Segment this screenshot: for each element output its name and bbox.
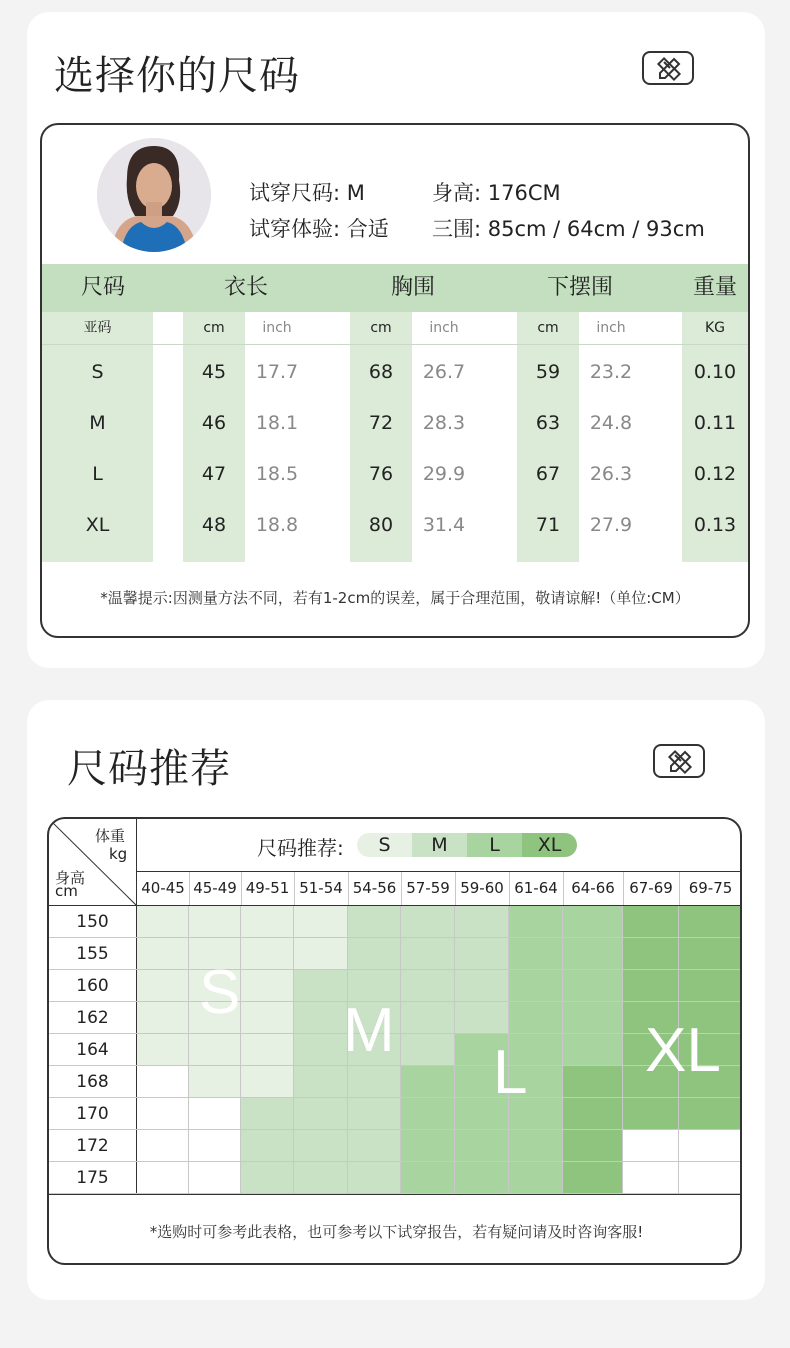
grid-cell <box>189 1066 241 1098</box>
grid-cell <box>348 1066 401 1098</box>
grid-cell <box>189 1034 241 1066</box>
weight-header: 67-69 <box>629 879 673 897</box>
size-cell-chest-in: 31.4 <box>422 514 466 536</box>
grid-cell <box>189 1130 241 1162</box>
grid-cell <box>294 1098 348 1130</box>
size-cell-len-in: 18.5 <box>255 463 299 485</box>
grid-cell <box>401 1162 455 1194</box>
grid-cell <box>241 1066 294 1098</box>
weight-header: 69-75 <box>688 879 733 897</box>
grid-cell <box>401 1098 455 1130</box>
size-cell-hem-in: 27.9 <box>589 514 633 536</box>
grid-cell <box>348 1130 401 1162</box>
legend-l: L <box>467 833 522 857</box>
grid-cell <box>241 1034 294 1066</box>
grid-cell <box>137 1002 189 1034</box>
grid-cell <box>679 1162 742 1194</box>
size-cell-hem-cm: 71 <box>535 514 561 536</box>
grid-cell <box>189 1162 241 1194</box>
size-cell-kg: 0.11 <box>693 412 737 434</box>
subheader: inch <box>262 320 292 336</box>
grid-cell <box>623 1130 679 1162</box>
height-header: 162 <box>76 1008 109 1028</box>
grid-cell <box>455 1162 509 1194</box>
grid-cell <box>679 906 742 938</box>
grid-cell <box>137 970 189 1002</box>
grid-cell <box>563 1002 623 1034</box>
subheader: inch <box>429 320 459 336</box>
grid-cell <box>241 1130 294 1162</box>
grid-cell <box>623 938 679 970</box>
grid-cell <box>348 906 401 938</box>
grid-cell <box>509 906 563 938</box>
grid-cell <box>294 1162 348 1194</box>
grid-cell <box>623 1098 679 1130</box>
grid-cell <box>137 1066 189 1098</box>
grid-cell <box>137 1034 189 1066</box>
weight-header: 59-60 <box>460 879 504 897</box>
grid-cell <box>623 906 679 938</box>
grid-cell <box>563 1066 623 1098</box>
subheader: cm <box>370 320 392 336</box>
size-cell-size: S <box>91 361 104 383</box>
size-cell-kg: 0.13 <box>693 514 737 536</box>
grid-cell <box>563 1034 623 1066</box>
size-cell-len-cm: 45 <box>201 361 227 383</box>
grid-cell <box>401 1034 455 1066</box>
grid-cell <box>348 938 401 970</box>
grid-cell <box>401 938 455 970</box>
legend-xl: XL <box>522 833 577 857</box>
grid-cell <box>455 938 509 970</box>
corner-height-label: 身高 <box>55 869 86 887</box>
size-cell-chest-in: 26.7 <box>422 361 466 383</box>
measurements-text: 三围: 85cm / 64cm / 93cm <box>432 217 705 241</box>
grid-cell <box>401 906 455 938</box>
grid-cell <box>563 938 623 970</box>
grid-cell <box>623 1162 679 1194</box>
corner-weight-unit: kg <box>109 845 128 863</box>
height-header: 164 <box>76 1040 109 1060</box>
grid-cell <box>348 1098 401 1130</box>
size-cell-len-in: 17.7 <box>255 361 299 383</box>
height-header: 150 <box>76 912 109 932</box>
grid-cell <box>241 1162 294 1194</box>
grid-cell <box>137 1130 189 1162</box>
grid-cell <box>294 1066 348 1098</box>
size-cell-size: M <box>89 412 106 434</box>
weight-header: 64-66 <box>571 879 615 897</box>
corner-height-unit: cm <box>55 882 78 900</box>
grid-cell <box>401 970 455 1002</box>
subheader: KG <box>704 320 726 336</box>
grid-cell <box>137 906 189 938</box>
grid-cell <box>189 1098 241 1130</box>
size-cell-hem-in: 24.8 <box>589 412 633 434</box>
size-cell-len-cm: 47 <box>201 463 227 485</box>
ruler-pencil-icon <box>653 744 705 778</box>
size-cell-len-cm: 46 <box>201 412 227 434</box>
size-cell-chest-in: 29.9 <box>422 463 466 485</box>
grid-cell <box>679 938 742 970</box>
weight-header: 45-49 <box>193 879 237 897</box>
grid-cell <box>509 1130 563 1162</box>
grid-cell <box>294 970 348 1002</box>
recommendation-table-box <box>47 817 742 1265</box>
grid-cell <box>348 1162 401 1194</box>
grid-cell <box>455 1002 509 1034</box>
legend-m: M <box>412 833 467 857</box>
zone-label-l: L <box>493 1038 528 1107</box>
header-hem: 下摆围 <box>546 275 613 300</box>
grid-cell <box>401 1002 455 1034</box>
height-header: 168 <box>76 1072 109 1092</box>
size-cell-size: L <box>92 463 103 485</box>
grid-cell <box>294 906 348 938</box>
subheader: 亚码 <box>83 320 112 336</box>
weight-header: 54-56 <box>352 879 397 897</box>
header-length: 衣长 <box>223 275 268 300</box>
grid-cell <box>509 938 563 970</box>
grid-cell <box>241 1002 294 1034</box>
header-size: 尺码 <box>80 275 125 300</box>
grid-cell <box>241 906 294 938</box>
grid-cell <box>563 1130 623 1162</box>
height-header: 175 <box>76 1168 109 1188</box>
height-header: 155 <box>76 944 109 964</box>
grid-cell <box>137 1162 189 1194</box>
weight-header: 51-54 <box>299 879 343 897</box>
grid-cell <box>294 1002 348 1034</box>
subheader: cm <box>203 320 225 336</box>
grid-cell <box>679 1098 742 1130</box>
zone-label-xl: XL <box>645 1016 721 1085</box>
size-cell-chest-cm: 80 <box>368 514 394 536</box>
section-title: 选择你的尺码 <box>54 53 300 99</box>
grid-cell <box>509 1162 563 1194</box>
size-cell-hem-cm: 67 <box>535 463 561 485</box>
grid-cell <box>455 1130 509 1162</box>
grid-cell <box>294 938 348 970</box>
grid-cell <box>137 938 189 970</box>
weight-header: 49-51 <box>245 879 290 897</box>
size-cell-hem-in: 23.2 <box>589 361 633 383</box>
grid-cell <box>401 1066 455 1098</box>
weight-header: 61-64 <box>514 879 558 897</box>
ruler-pencil-icon <box>642 51 694 85</box>
grid-cell <box>679 970 742 1002</box>
size-cell-len-in: 18.1 <box>255 412 299 434</box>
grid-cell <box>563 1162 623 1194</box>
legend-s: S <box>357 833 412 857</box>
grid-cell <box>189 906 241 938</box>
size-cell-kg: 0.12 <box>693 463 737 485</box>
header-weight: 重量 <box>692 275 737 300</box>
grid-cell <box>241 970 294 1002</box>
subheader: cm <box>537 320 559 336</box>
size-cell-hem-cm: 59 <box>535 361 561 383</box>
recommendation-note: *选购时可参考此表格，也可参考以下试穿报告，若有疑问请及时咨询客服! <box>149 1223 644 1241</box>
grid-cell <box>241 1098 294 1130</box>
corner-weight-label: 体重 <box>95 827 126 845</box>
legend-label: 尺码推荐: <box>257 836 344 860</box>
size-table <box>42 264 748 562</box>
try-size-text: 试穿尺码: M <box>249 181 365 205</box>
grid-cell <box>401 1130 455 1162</box>
measurement-note: *温馨提示:因测量方法不同，若有1-2cm的误差，属于合理范围，敬请谅解!（单位:CM） <box>100 589 690 607</box>
grid-cell <box>294 1034 348 1066</box>
model-avatar <box>97 138 211 252</box>
size-cell-chest-cm: 76 <box>368 463 394 485</box>
grid-cell <box>455 906 509 938</box>
size-cell-len-in: 18.8 <box>255 514 299 536</box>
size-cell-kg: 0.10 <box>693 361 737 383</box>
grid-cell <box>241 938 294 970</box>
size-table-box <box>40 123 750 638</box>
zone-label-s: S <box>199 958 241 1027</box>
height-header: 160 <box>76 976 109 996</box>
size-cell-size: XL <box>85 514 110 536</box>
weight-header: 57-59 <box>406 879 450 897</box>
grid-cell <box>509 1002 563 1034</box>
size-cell-len-cm: 48 <box>201 514 227 536</box>
size-cell-hem-in: 26.3 <box>589 463 633 485</box>
size-cell-chest-cm: 72 <box>368 412 394 434</box>
height-header: 172 <box>76 1136 109 1156</box>
grid-cell <box>294 1130 348 1162</box>
grid-cell <box>563 906 623 938</box>
size-cell-hem-cm: 63 <box>535 412 561 434</box>
height-text: 身高: 176CM <box>432 181 561 205</box>
grid-cell <box>623 970 679 1002</box>
try-fit-text: 试穿体验: 合适 <box>249 217 389 241</box>
grid-cell <box>455 970 509 1002</box>
header-chest: 胸围 <box>390 275 435 300</box>
section-title: 尺码推荐 <box>67 746 231 792</box>
weight-header: 40-45 <box>141 879 185 897</box>
size-cell-chest-in: 28.3 <box>422 412 466 434</box>
grid-cell <box>679 1130 742 1162</box>
subheader: inch <box>596 320 626 336</box>
height-header: 170 <box>76 1104 109 1124</box>
grid-cell <box>137 1098 189 1130</box>
size-cell-chest-cm: 68 <box>368 361 394 383</box>
grid-cell <box>509 970 563 1002</box>
grid-cell <box>563 970 623 1002</box>
zone-label-m: M <box>343 996 395 1065</box>
grid-cell <box>563 1098 623 1130</box>
